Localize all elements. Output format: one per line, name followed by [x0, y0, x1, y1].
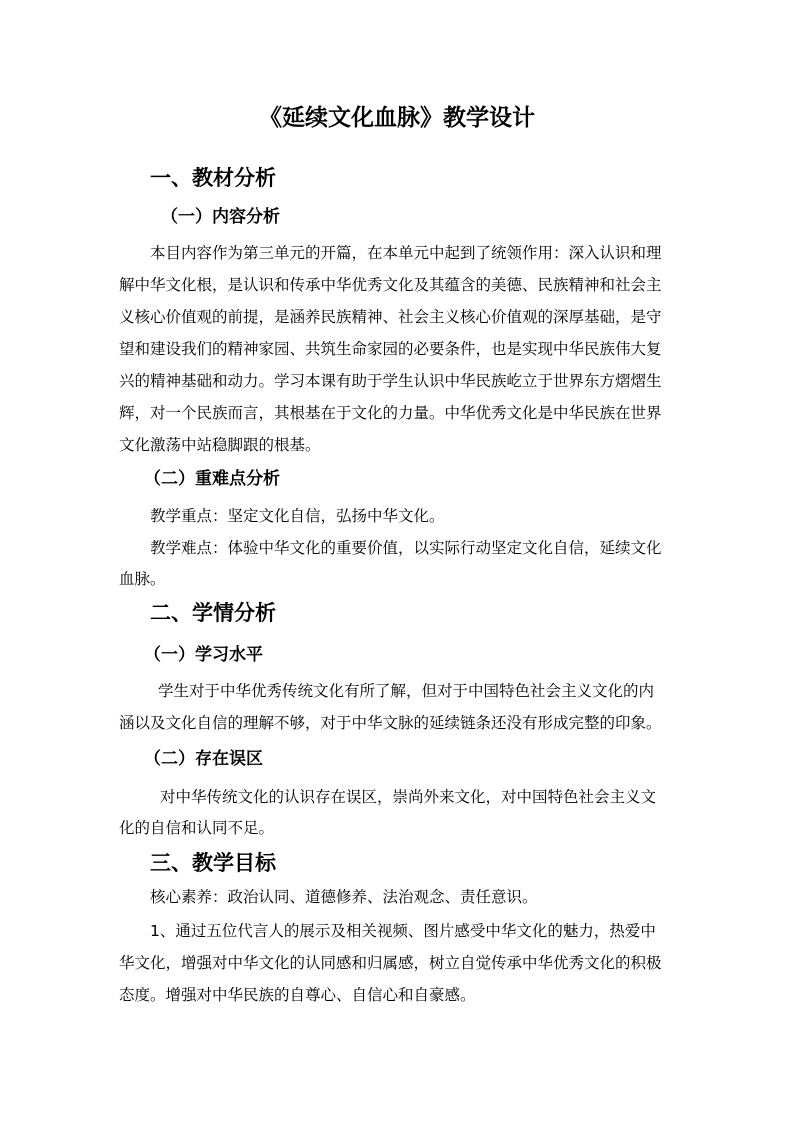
paragraph-line: 对中华传统文化的认识存在误区，崇尚外来文化，对中国特色社会主义文 [160, 788, 657, 806]
document-title: 《延续文化血脉》教学设计 [259, 105, 535, 131]
paragraph-line: 本目内容作为第三单元的开篇，在本单元中起到了统领作用：深入认识和理 [150, 244, 662, 262]
subsection-heading-learning-level: （一）学习水平 [144, 645, 263, 665]
paragraph-line: 化的自信和认同不足。 [119, 819, 275, 837]
paragraph-line: 望和建设我们的精神家园、共筑生命家园的必要条件，也是实现中华民族伟大复 [119, 340, 662, 358]
paragraph-line: 学生对于中华优秀传统文化有所了解，但对于中国特色社会主义文化的内 [158, 682, 655, 700]
subsection-heading-content-analysis: （一）内容分析 [161, 207, 280, 227]
paragraph-line: 解中华文化根，是认识和传承中华优秀文化及其蕴含的美德、民族精神和社会主 [119, 276, 662, 294]
subsection-heading-key-difficult-points: （二）重难点分析 [144, 469, 280, 489]
paragraph-line: 义核心价值观的前提，是涵养民族精神、社会主义核心价值观的深厚基础，是守 [119, 308, 662, 326]
paragraph-line: 辉，对一个民族而言，其根基在于文化的力量。中华优秀文化是中华民族在世界 [119, 404, 662, 422]
paragraph-line: 文化激荡中站稳脚跟的根基。 [119, 436, 321, 454]
section-heading-teaching-objectives: 三、教学目标 [150, 851, 276, 875]
paragraph-line: 教学难点：体验中华文化的重要价值，以实际行动坚定文化自信，延续文化 [150, 539, 662, 557]
paragraph-line: 血脉。 [119, 570, 166, 588]
paragraph-line: 涵以及文化自信的理解不够，对于中华文脉的延续链条还没有形成完整的印象。 [119, 714, 662, 732]
section-heading-learner-analysis: 二、学情分析 [150, 601, 276, 625]
section-heading-textbook-analysis: 一、教材分析 [150, 166, 276, 190]
subsection-heading-misconceptions: （二）存在误区 [144, 749, 263, 769]
paragraph-line: 态度。增强对中华民族的自尊心、自信心和自豪感。 [119, 986, 476, 1004]
paragraph-line: 核心素养：政治认同、道德修养、法治观念、责任意识。 [150, 888, 538, 906]
paragraph-line: 兴的精神基础和动力。学习本课有助于学生认识中华民族屹立于世界东方熠熠生 [119, 372, 662, 390]
paragraph-line: 1、通过五位代言人的展示及相关视频、图片感受中华文化的魅力，热爱中 [150, 922, 656, 940]
paragraph-line: 教学重点：坚定文化自信，弘扬中华文化。 [150, 507, 445, 525]
paragraph-line: 华文化，增强对中华文化的认同感和归属感，树立自觉传承中华优秀文化的积极 [119, 954, 662, 972]
